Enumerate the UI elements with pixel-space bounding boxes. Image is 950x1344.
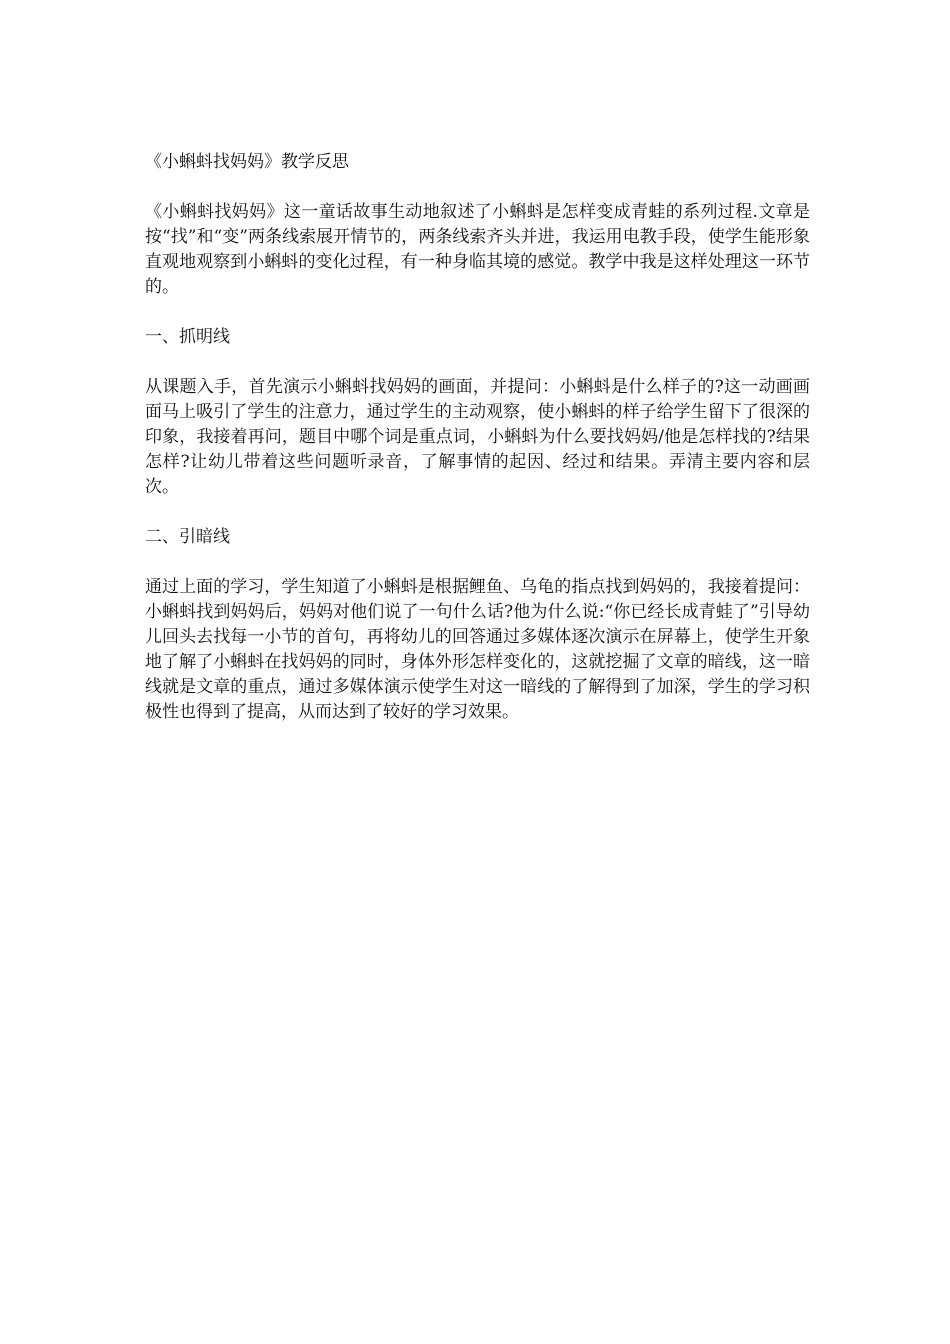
document-page [145,150,810,750]
document-title: 《小蝌蚪找妈妈》教学反思 [145,152,349,172]
section-body-2: 通过上面的学习，学生知道了小蝌蚪是根据鲤鱼、乌龟的指点找到妈妈的，我接着提问：小蝌蚪找到妈妈后，妈妈对他们说了一句什么话?他为什么说:“你已经长成青蛙了”引导幼儿回头去找每一小节的首句，再将幼儿的回答通过多媒体逐次演示在屏幕上，使学生开象地了解了小蝌蚪在找妈妈的同时，身体外形怎样变化的，这就挖掘了文章的暗线，这一暗线就是文章的重点，通过多媒体演示使学生对这一暗线的了解得到了加深，学生的学习积极性也得到了提高，从而达到了较好的学习效果。 [145,577,810,722]
section-heading-2: 二、引暗线 [145,527,230,547]
intro-paragraph: 《小蝌蚪找妈妈》这一童话故事生动地叙述了小蝌蚪是怎样变成青蛙的系列过程.文章是按“找”和“变”两条线索展开情节的，两条线索齐头并进，我运用电教手段，使学生能形象直观地观察到小蝌蚪的变化过程，有一种身临其境的感觉。教学中我是这样处理这一环节的。 [145,202,810,297]
section-heading-1: 一、抓明线 [145,327,230,347]
section-body-1: 从课题入手，首先演示小蝌蚪找妈妈的画面，并提问：小蝌蚪是什么样子的?这一动画画面马上吸引了学生的注意力，通过学生的主动观察，使小蝌蚪的样子给学生留下了很深的印象，我接着再问，题目中哪个词是重点词，小蝌蚪为什么要找妈妈/他是怎样找的?结果怎样?让幼儿带着这些问题听录音，了解事情的起因、经过和结果。弄清主要内容和层次。 [145,377,810,497]
